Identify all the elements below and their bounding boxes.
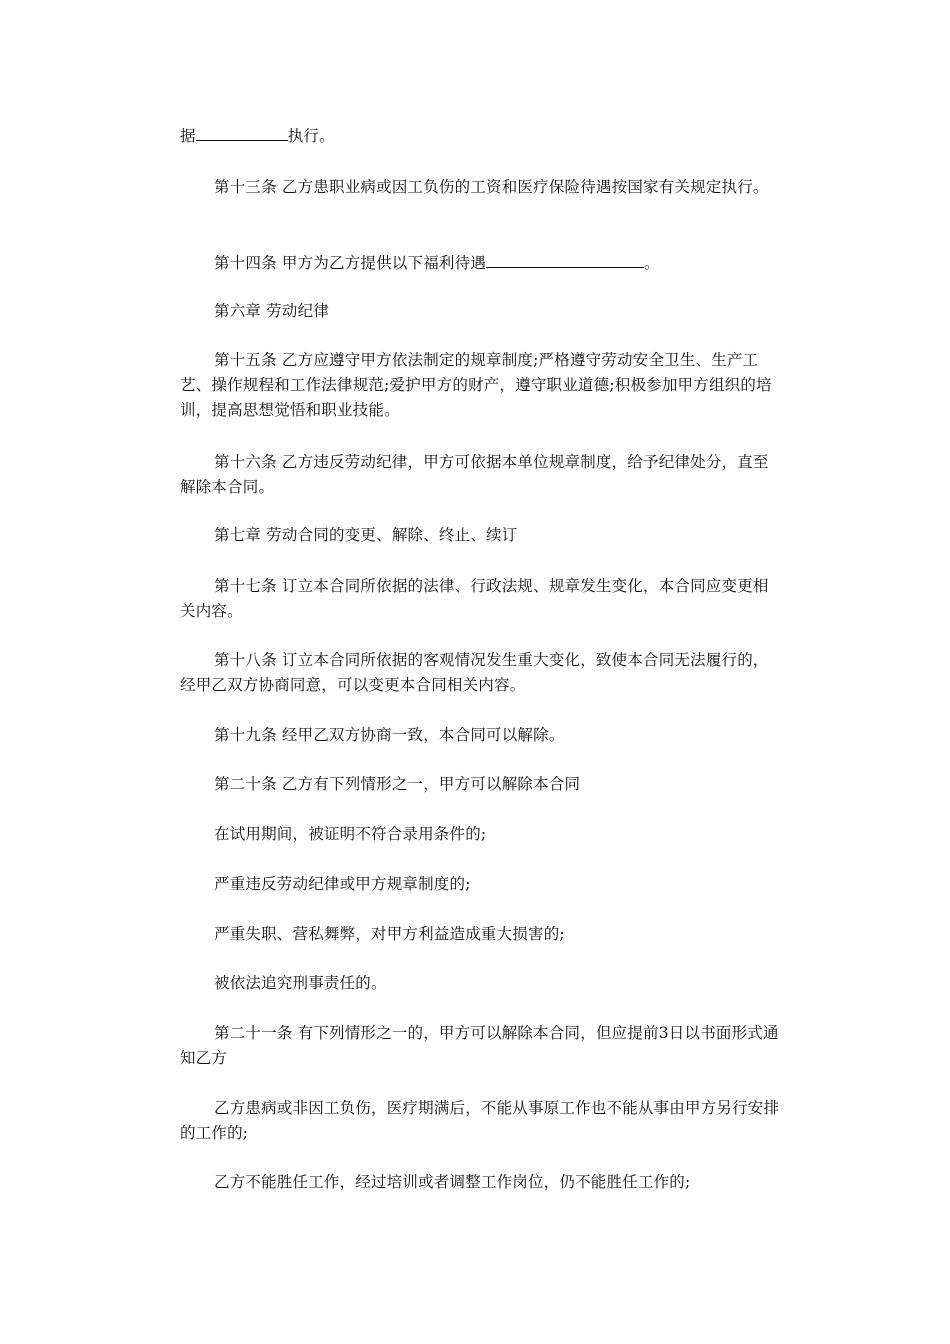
article-15: 第十五条 乙方应遵守甲方依法制定的规章制度;严格遵守劳动安全卫生、生产工艺、操作规程和工作法律规范;爱护甲方的财产，遵守职业道德;积极参加甲方组织的培训，提高思想觉悟和职业技能。 — [180, 351, 772, 419]
article-13: 第十三条 乙方患职业病或因工负伤的工资和医疗保险待遇按国家有关规定执行。 — [214, 178, 769, 196]
document-page — [180, 0, 780, 1344]
article-19: 第十九条 经甲乙双方协商一致，本合同可以解除。 — [214, 726, 565, 744]
fill-in-blank — [196, 126, 288, 141]
list-item: 乙方患病或非因工负伤，医疗期满后，不能从事原工作也不能从事由甲方另行安排的工作的; — [180, 1099, 780, 1142]
list-item: 严重失职、营私舞弊，对甲方利益造成重大损害的; — [214, 925, 565, 943]
article-21: 第二十一条 有下列情形之一的，甲方可以解除本合同，但应提前3日以书面形式通知乙方 — [180, 1024, 779, 1067]
article-18: 第十八条 订立本合同所依据的客观情况发生重大变化，致使本合同无法履行的，经甲乙双方协商同意，可以变更本合同相关内容。 — [180, 651, 769, 694]
paragraph-text: 执行。 — [287, 127, 335, 145]
article-17: 第十七条 订立本合同所依据的法律、行政法规、规章发生变化，本合同应变更相关内容。 — [180, 577, 769, 620]
paragraph-continuation — [180, 124, 780, 149]
paragraph-text: 。 — [644, 254, 660, 272]
list-item: 乙方不能胜任工作，经过培训或者调整工作岗位，仍不能胜任工作的; — [214, 1173, 691, 1191]
paragraph-text: 第十四条 甲方为乙方提供以下福利待遇 — [214, 254, 487, 272]
fill-in-blank — [486, 253, 644, 268]
article-16: 第十六条 乙方违反劳动纪律，甲方可依据本单位规章制度，给予纪律处分，直至解除本合同。 — [180, 453, 769, 496]
chapter-6-heading: 第六章 劳动纪律 — [214, 302, 330, 320]
list-item: 被依法追究刑事责任的。 — [214, 974, 387, 992]
list-item: 严重违反劳动纪律或甲方规章制度的; — [214, 875, 471, 893]
chapter-7-heading: 第七章 劳动合同的变更、解除、终止、续订 — [214, 526, 518, 544]
article-14 — [180, 251, 780, 276]
paragraph-text: 据 — [180, 127, 196, 145]
article-20: 第二十条 乙方有下列情形之一，甲方可以解除本合同 — [214, 775, 581, 793]
list-item: 在试用期间，被证明不符合录用条件的; — [214, 825, 487, 843]
